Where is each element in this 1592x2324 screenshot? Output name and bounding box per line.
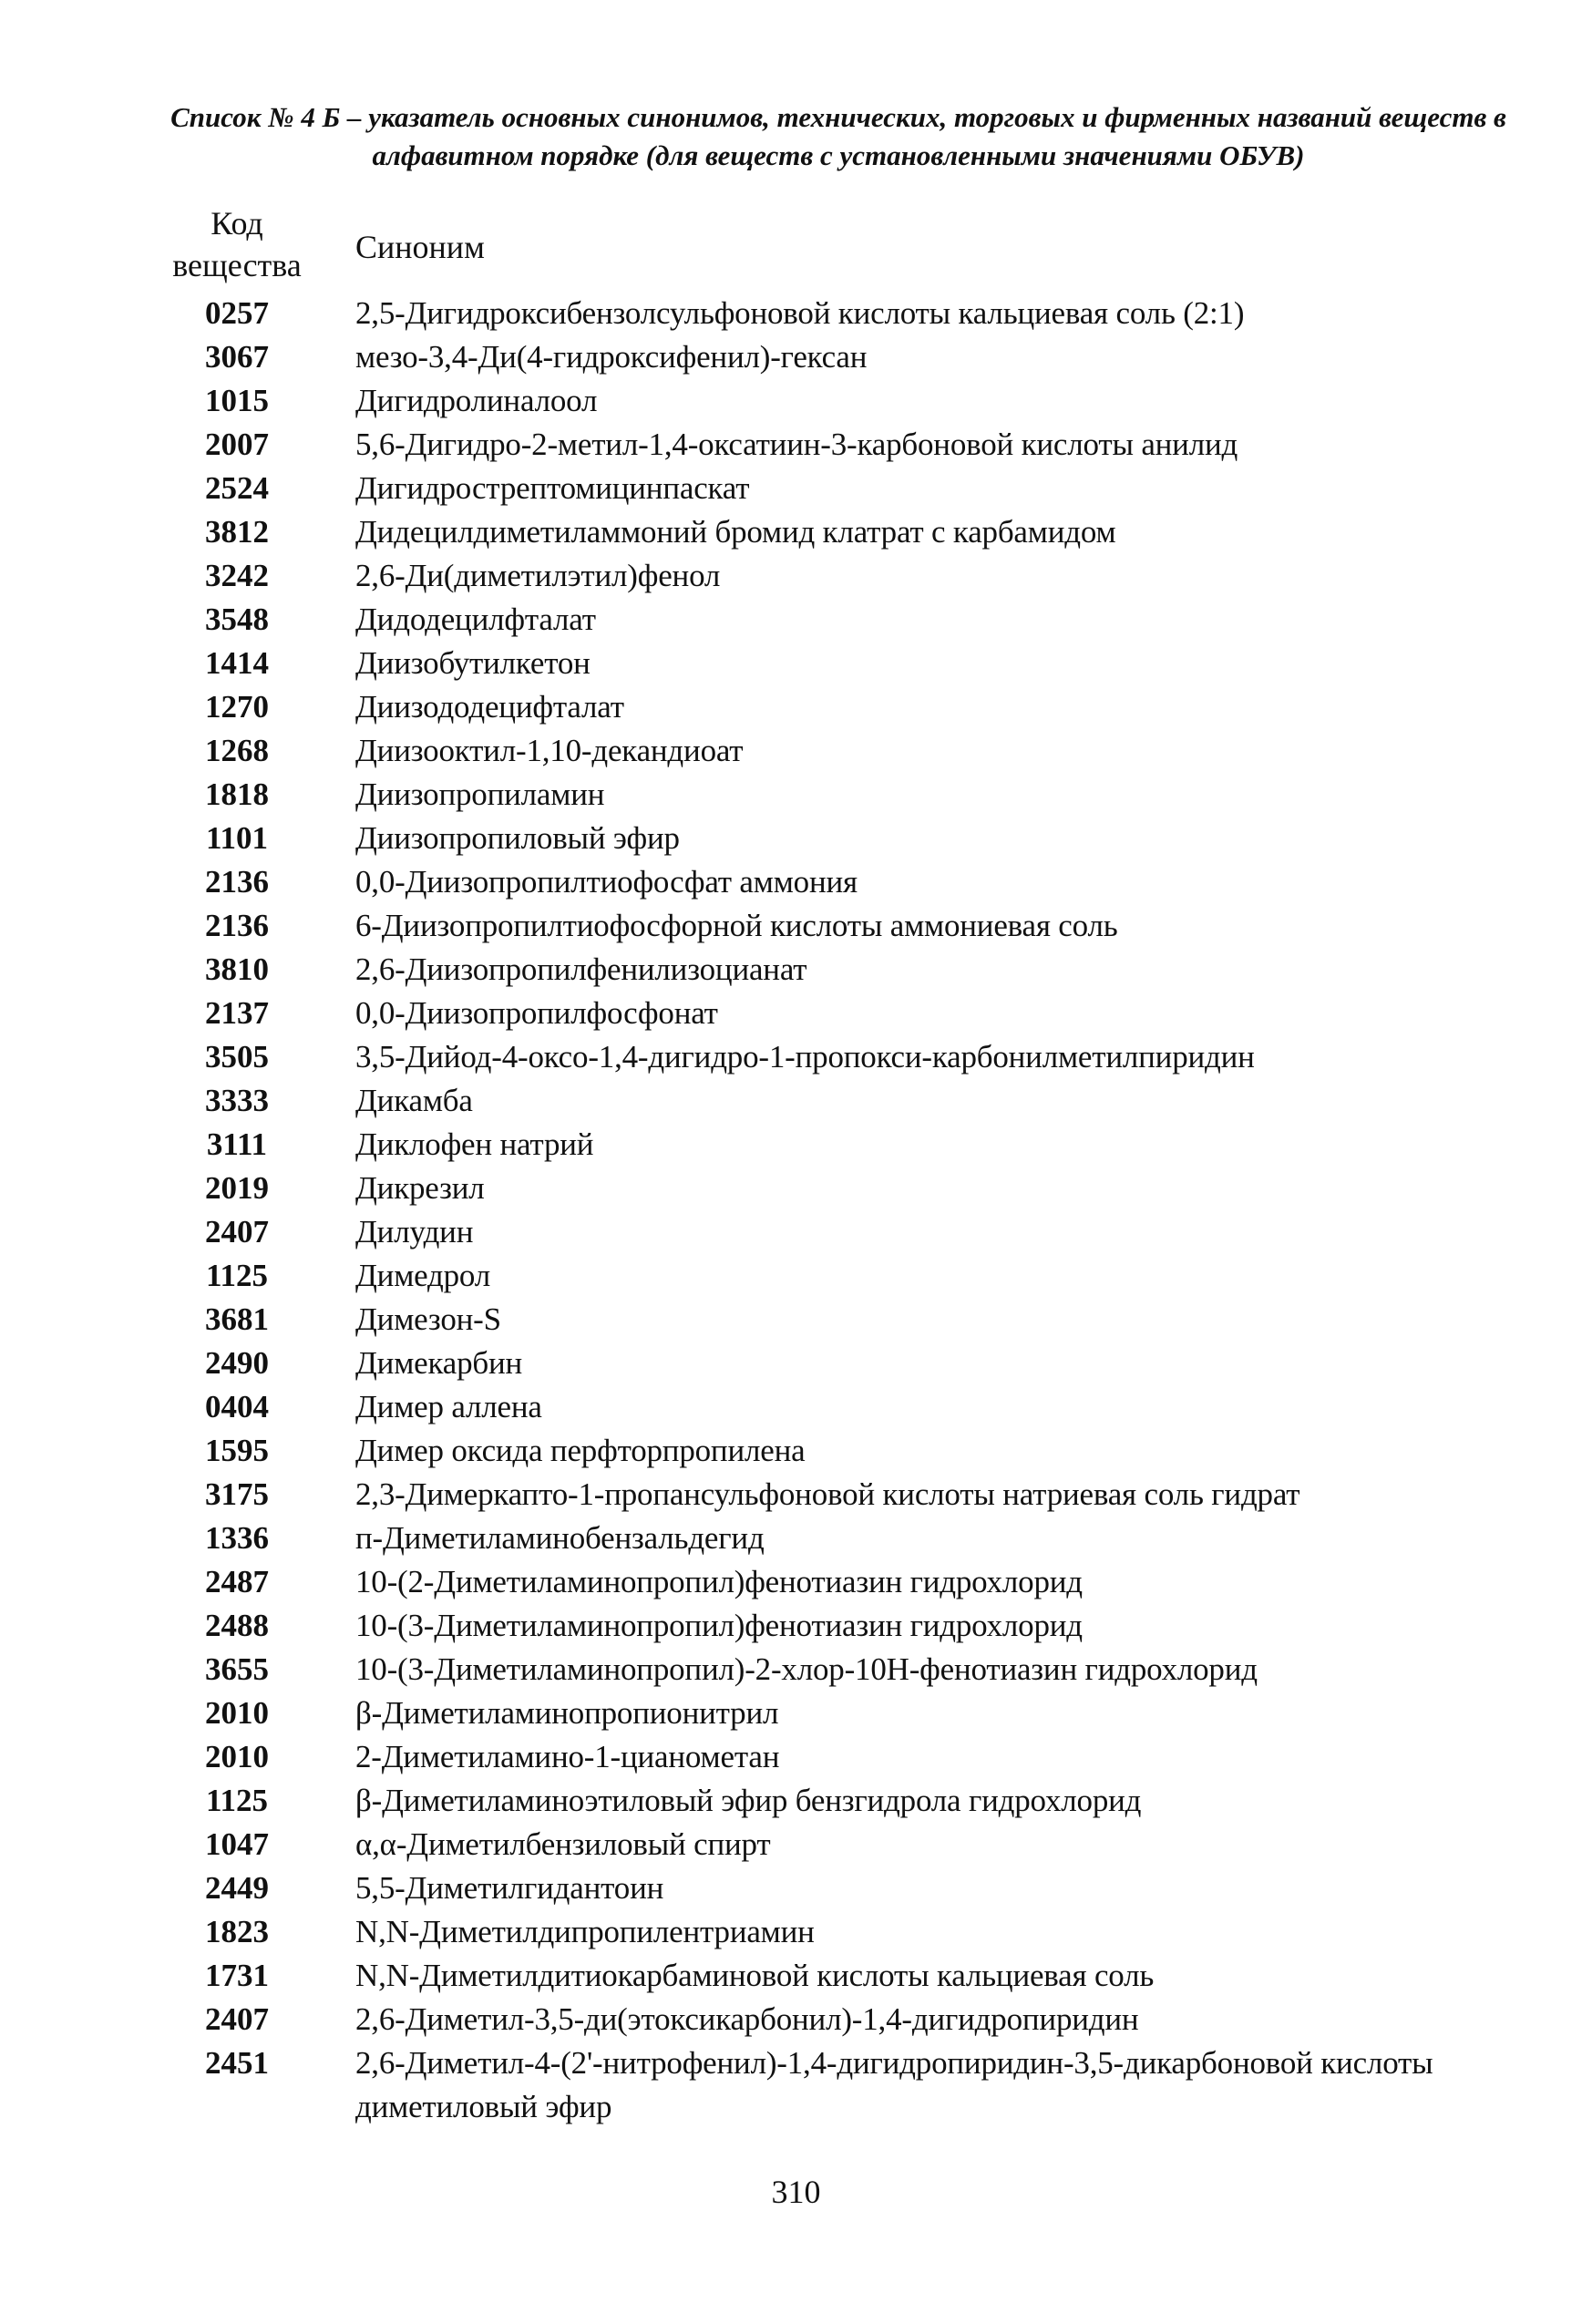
table-row: [164, 992, 1531, 1035]
synonym-text: Димер аллена: [355, 1389, 542, 1424]
synonym-text: 6-Диизопропилтиофосфорной кислоты аммониевая соль: [355, 908, 1118, 943]
substance-code: 1336: [205, 1520, 269, 1556]
table-row: [164, 1779, 1531, 1823]
synonym-text: 5,6-Дигидро-2-метил-1,4-оксатиин-3-карбоновой кислоты анилид: [355, 427, 1238, 462]
table-row: [164, 292, 1531, 335]
synonym-text: Дилудин: [355, 1214, 474, 1249]
substance-code: 2136: [205, 864, 269, 900]
table-row: [164, 1298, 1531, 1342]
substance-code: 0404: [205, 1389, 269, 1424]
substance-code: 3175: [205, 1476, 269, 1512]
table-row: [164, 1998, 1531, 2041]
page-number: 310: [771, 2174, 821, 2210]
table-row: [164, 1473, 1531, 1517]
table-row: [164, 423, 1531, 467]
table-row: [164, 1823, 1531, 1866]
substance-code: 3812: [205, 514, 269, 550]
table-row: [164, 1866, 1531, 1910]
synonym-text: Диизододецифталат: [355, 689, 624, 725]
substance-code: 3333: [205, 1083, 269, 1118]
synonym-text: Дидодецилфталат: [355, 602, 596, 637]
synonym-text: Диизобутилкетон: [355, 645, 591, 681]
table-row: [164, 1517, 1531, 1560]
table-row: [164, 1692, 1531, 1735]
table-row: [164, 1079, 1531, 1123]
substance-code: 0257: [205, 295, 269, 331]
synonym-text: 2,6-Диизопропилфенилизоцианат: [355, 951, 807, 987]
substance-code: 1101: [205, 820, 269, 856]
synonym-text: 2-Диметиламино-1-цианометан: [355, 1739, 780, 1774]
synonym-text: п-Диметиламинобензальдегид: [355, 1520, 765, 1556]
table-row: [164, 379, 1531, 423]
synonym-text: Диизопропиламин: [355, 776, 605, 812]
table-row: [164, 1210, 1531, 1254]
table-row: [164, 1167, 1531, 1210]
substance-code: 1818: [205, 776, 269, 812]
substance-code: 2449: [205, 1870, 269, 1906]
table-row: [164, 335, 1531, 379]
substance-code: 1731: [205, 1958, 269, 1993]
synonym-text: 10-(3-Диметиламинопропил)фенотиазин гидрохлорид: [355, 1608, 1083, 1643]
table-row: [164, 554, 1531, 598]
substance-code: 2451: [205, 2045, 269, 2081]
substance-code: 2488: [205, 1608, 269, 1643]
heading-line-1: Список № 4 Б – указатель основных синонимов, технических, торговых и фирменных названий веществ в: [170, 101, 1506, 133]
table-row: [164, 685, 1531, 729]
substance-code: 1268: [205, 733, 269, 768]
substance-code: 2010: [205, 1695, 269, 1731]
table-row: [164, 1604, 1531, 1648]
table-row: [164, 904, 1531, 948]
substance-code: 2487: [205, 1564, 269, 1599]
synonym-text: Дигидролиналоол: [355, 383, 598, 418]
substance-code: 2407: [205, 2001, 269, 2037]
substance-code: 1125: [205, 1783, 269, 1818]
table-row: [164, 948, 1531, 992]
synonym-text: Диклофен натрий: [355, 1126, 594, 1162]
table-row: [164, 1123, 1531, 1167]
substance-code: 2010: [205, 1739, 269, 1774]
synonym-text: 2,6-Диметил-4-(2'-нитрофенил)-1,4-дигидропиридин-3,5-дикарбоновой кислоты диметиловый эфир: [355, 2045, 1433, 2124]
table-row: [164, 2041, 1531, 2129]
synonym-text: 2,5-Дигидроксибензолсульфоновой кислоты кальциевая соль (2:1): [355, 295, 1245, 331]
synonym-text: β-Диметиламиноэтиловый эфир бензгидрола гидрохлорид: [355, 1783, 1142, 1818]
substance-code: 2524: [205, 470, 269, 506]
table-row: [164, 817, 1531, 860]
synonym-text: Димезон-S: [355, 1301, 501, 1337]
substance-code: 1414: [205, 645, 269, 681]
table-row: [164, 467, 1531, 510]
list-heading: [137, 98, 1540, 175]
substance-code: 3548: [205, 602, 269, 637]
substance-code: 3681: [205, 1301, 269, 1337]
synonym-text: Дигидрострептомицинпаскат: [355, 470, 750, 506]
table-row: [164, 510, 1531, 554]
synonym-text: мезо-3,4-Ди(4-гидроксифенил)-гексан: [355, 339, 868, 375]
table-row: [164, 860, 1531, 904]
synonym-text: 3,5-Дийод-4-оксо-1,4-дигидро-1-пропокси-карбонилметилпиридин: [355, 1039, 1255, 1075]
substance-code: 3242: [205, 558, 269, 593]
substance-code: 2407: [205, 1214, 269, 1249]
synonym-text: 5,5-Диметилгидантоин: [355, 1870, 664, 1906]
table-row: [164, 1954, 1531, 1998]
table-row: [164, 1385, 1531, 1429]
substance-code: 3505: [205, 1039, 269, 1075]
substance-code: 3067: [205, 339, 269, 375]
substance-code: 3111: [206, 1126, 268, 1162]
synonym-text: 10-(3-Диметиламинопропил)-2-хлор-10Н-фенотиазин гидрохлорид: [355, 1651, 1258, 1687]
substance-code: 3655: [205, 1651, 269, 1687]
substance-code: 1015: [205, 383, 269, 418]
synonym-text: N,N-Диметилдитиокарбаминовой кислоты кальциевая соль: [355, 1958, 1155, 1993]
table-row: [164, 642, 1531, 685]
synonym-text: 0,0-Диизопропилфосфонат: [355, 995, 718, 1031]
synonym-text: Дидецилдиметиламмоний бромид клатрат с карбамидом: [355, 514, 1116, 550]
synonym-text: Димер оксида перфторпропилена: [355, 1433, 806, 1468]
substance-code: 2136: [205, 908, 269, 943]
table-row: [164, 1342, 1531, 1385]
substance-code: 1125: [205, 1258, 269, 1293]
synonym-table: [164, 292, 1531, 2129]
substance-code: 1270: [205, 689, 269, 725]
synonym-text: 2,3-Димеркапто-1-пропансульфоновой кислоты натриевая соль гидрат: [355, 1476, 1300, 1512]
synonym-text: 0,0-Диизопропилтиофосфат аммония: [355, 864, 858, 900]
substance-code: 1595: [205, 1433, 269, 1468]
table-row: [164, 1648, 1531, 1692]
substance-code: 2019: [205, 1170, 269, 1206]
synonym-text: 2,6-Ди(диметилэтил)фенол: [355, 558, 721, 593]
table-row: [164, 1910, 1531, 1954]
synonym-text: Димекарбин: [355, 1345, 523, 1381]
table-row: [164, 1035, 1531, 1079]
synonym-text: Дикамба: [355, 1083, 473, 1118]
synonym-text: Диизооктил-1,10-декандиоат: [355, 733, 744, 768]
synonym-text: Диизопропиловый эфир: [355, 820, 680, 856]
table-row: [164, 1735, 1531, 1779]
heading-line-2: алфавитном порядке (для веществ с установленными значениями ОБУВ): [372, 139, 1305, 171]
synonym-text: β-Диметиламинопропионитрил: [355, 1695, 779, 1731]
synonym-text: 2,6-Диметил-3,5-ди(этоксикарбонил)-1,4-дигидропиридин: [355, 2001, 1139, 2037]
column-header-code-line-1: Код: [211, 205, 263, 242]
synonym-text: 10-(2-Диметиламинопропил)фенотиазин гидрохлорид: [355, 1564, 1083, 1599]
substance-code: 1047: [205, 1826, 269, 1862]
column-header-code: [164, 202, 310, 286]
synonym-text: N,N-Диметилдипропилентриамин: [355, 1914, 815, 1949]
synonym-text: Дикрезил: [355, 1170, 485, 1206]
substance-code: 2007: [205, 427, 269, 462]
table-row: [164, 1254, 1531, 1298]
table-row: [164, 773, 1531, 817]
column-header-synonym: Синоним: [355, 229, 485, 265]
column-header-code-line-2: вещества: [172, 247, 302, 283]
table-row: [164, 1560, 1531, 1604]
substance-code: 1823: [205, 1914, 269, 1949]
synonym-text: α,α-Диметилбензиловый спирт: [355, 1826, 771, 1862]
table-row: [164, 598, 1531, 642]
synonym-text: Димедрол: [355, 1258, 491, 1293]
table-row: [164, 729, 1531, 773]
substance-code: 3810: [205, 951, 269, 987]
substance-code: 2490: [205, 1345, 269, 1381]
table-row: [164, 1429, 1531, 1473]
substance-code: 2137: [205, 995, 269, 1031]
